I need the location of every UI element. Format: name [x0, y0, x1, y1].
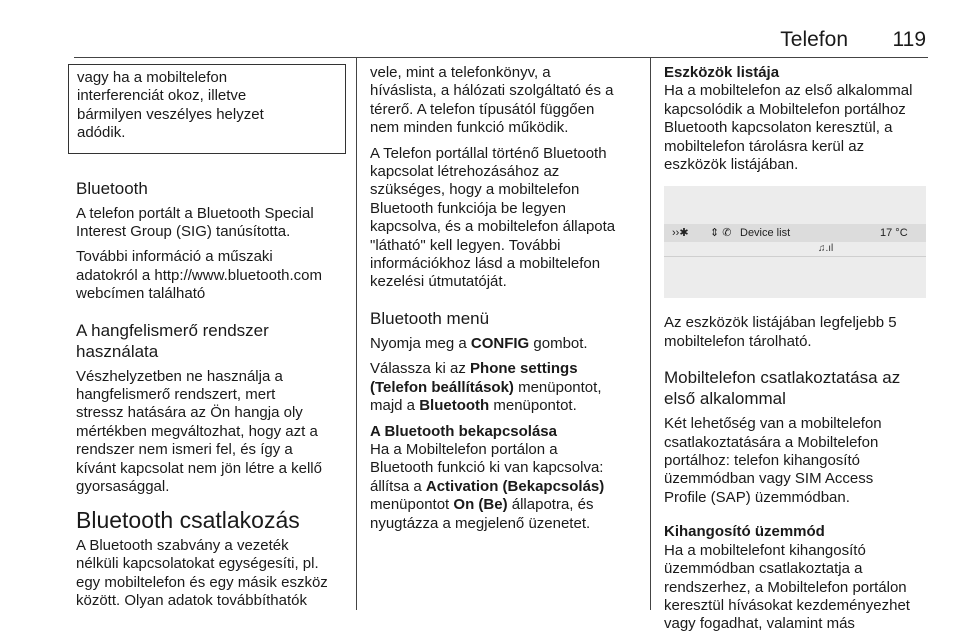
- device-list-screen: [664, 186, 926, 298]
- column-divider-2: [650, 58, 651, 610]
- handsfree-paragraph: Ha a mobiltelefont kihangosító üzemmódban csatlakoztatja a rendszerhez, a Mobiltelefon portálon keresztül hívásokat kezdeményezhet vagy fogadhat, valamint más: [664, 541, 910, 633]
- voice-recognition-paragraph: Vészhelyzetben ne használja a hangfelismerő rendszert, mert stressz hatására az Ön hangja oly mértékben megváltozhat, hogy azt a rendszer nem ismeri fel, és így a kívánt kapcsolat nem jön létre a kellő gyorsasággal.: [76, 367, 322, 496]
- bluetooth-activation-paragraph: Ha a Mobiltelefon portálon a Bluetooth funkció ki van kapcsolva: állítsa a Activation (Bekapcsolás) menüpontot On (Be) állapotra, és nyugtázza a megjelenő üzenetet.: [370, 440, 605, 532]
- column-divider-1: [356, 58, 357, 610]
- bluetooth-connection-paragraph: A Bluetooth szabvány a vezeték nélküli kapcsolatokat egységesíti, pl. egy mobiltelefon és egy másik eszköz között. Olyan adatok továbbíthatók: [76, 536, 328, 610]
- column-1: [76, 64, 342, 618]
- page-number: 119: [892, 28, 926, 51]
- handsfree-heading: Kihangosító üzemmód: [664, 523, 825, 541]
- header-rule: [74, 57, 928, 58]
- screen-divider: [664, 256, 926, 257]
- first-connection-paragraph: Két lehetőség van a mobiltelefon csatlakoztatására a Mobiltelefon portálhoz: telefon kihangosító üzemmódban vagy SIM Access Profile (SAP) üzemmódban.: [664, 415, 882, 506]
- on-label: On (Be): [453, 496, 508, 514]
- screen-title: Device list: [740, 227, 791, 240]
- bluetooth-icon: ››✱: [672, 227, 689, 240]
- bluetooth-connection-heading: Bluetooth csatlakozás: [76, 506, 300, 533]
- column-2: [370, 64, 638, 540]
- bluetooth-heading: Bluetooth: [76, 178, 148, 198]
- voice-recognition-heading: A hangfelismerő rendszer használata: [76, 320, 269, 361]
- config-instruction: Nyomja meg a CONFIG gombot.: [370, 334, 588, 352]
- bluetooth-menu-label: Bluetooth: [419, 397, 490, 415]
- phone-settings-label: Phone settings (Telefon beállítások): [370, 360, 578, 396]
- column-3: [664, 64, 930, 641]
- signal-icon: ♫.ıl: [818, 243, 834, 255]
- device-list-limit-paragraph: Az eszközök listájában legfeljebb 5 mobiltelefon tárolható.: [664, 314, 897, 350]
- device-list-heading: Eszközök listája: [664, 64, 780, 81]
- phone-icon: ⇕ ✆: [710, 227, 732, 240]
- temperature-readout: 17 °C: [880, 227, 908, 240]
- section-title: Telefon: [780, 28, 848, 51]
- bluetooth-paragraph-2: További információ a műszaki adatokról a http://www.bluetooth.com webcímen található: [76, 248, 322, 303]
- activation-label: Activation (Bekapcsolás): [425, 477, 605, 495]
- warning-box: vagy ha a mobiltelefon interferenciát okoz, illetve bármilyen veszélyes helyzet adódik.: [68, 64, 346, 154]
- page-header: [0, 24, 960, 54]
- bluetooth-activation-heading: A Bluetooth bekapcsolása: [370, 422, 557, 440]
- first-connection-heading: Mobiltelefon csatlakoztatása az első alkalommal: [664, 368, 901, 409]
- bluetooth-paragraph-1: A telefon portált a Bluetooth Special Interest Group (SIG) tanúsította.: [76, 204, 314, 241]
- config-button-label: CONFIG: [470, 334, 530, 352]
- device-list-paragraph: Ha a mobiltelefon az első alkalommal kapcsolódik a Mobiltelefon portálhoz Bluetooth kapcsolaton keresztül, a mobiltelefon tárolásra kerül az eszközök listájában.: [664, 82, 913, 174]
- phone-settings-instruction: Válassza ki az Phone settings (Telefon beállítások) menüpontot, majd a Bluetooth menüpontot.: [370, 360, 602, 415]
- bluetooth-menu-heading: Bluetooth menü: [370, 308, 490, 328]
- connection-requirements-paragraph: A Telefon portállal történő Bluetooth kapcsolat létrehozásához az szükséges, hogy a mobiltelefon Bluetooth funkciója be legyen kapcsolva, és a mobiltelefon állapota "látható" kell legyen. További információkhoz lásd a mobiltelefon kezelési útmutatóját.: [370, 144, 616, 291]
- features-paragraph: vele, mint a telefonkönyv, a híváslista, a hálózati szolgáltató és a térerő. A telefon típusától függően nem minden funkció működik.: [370, 64, 614, 137]
